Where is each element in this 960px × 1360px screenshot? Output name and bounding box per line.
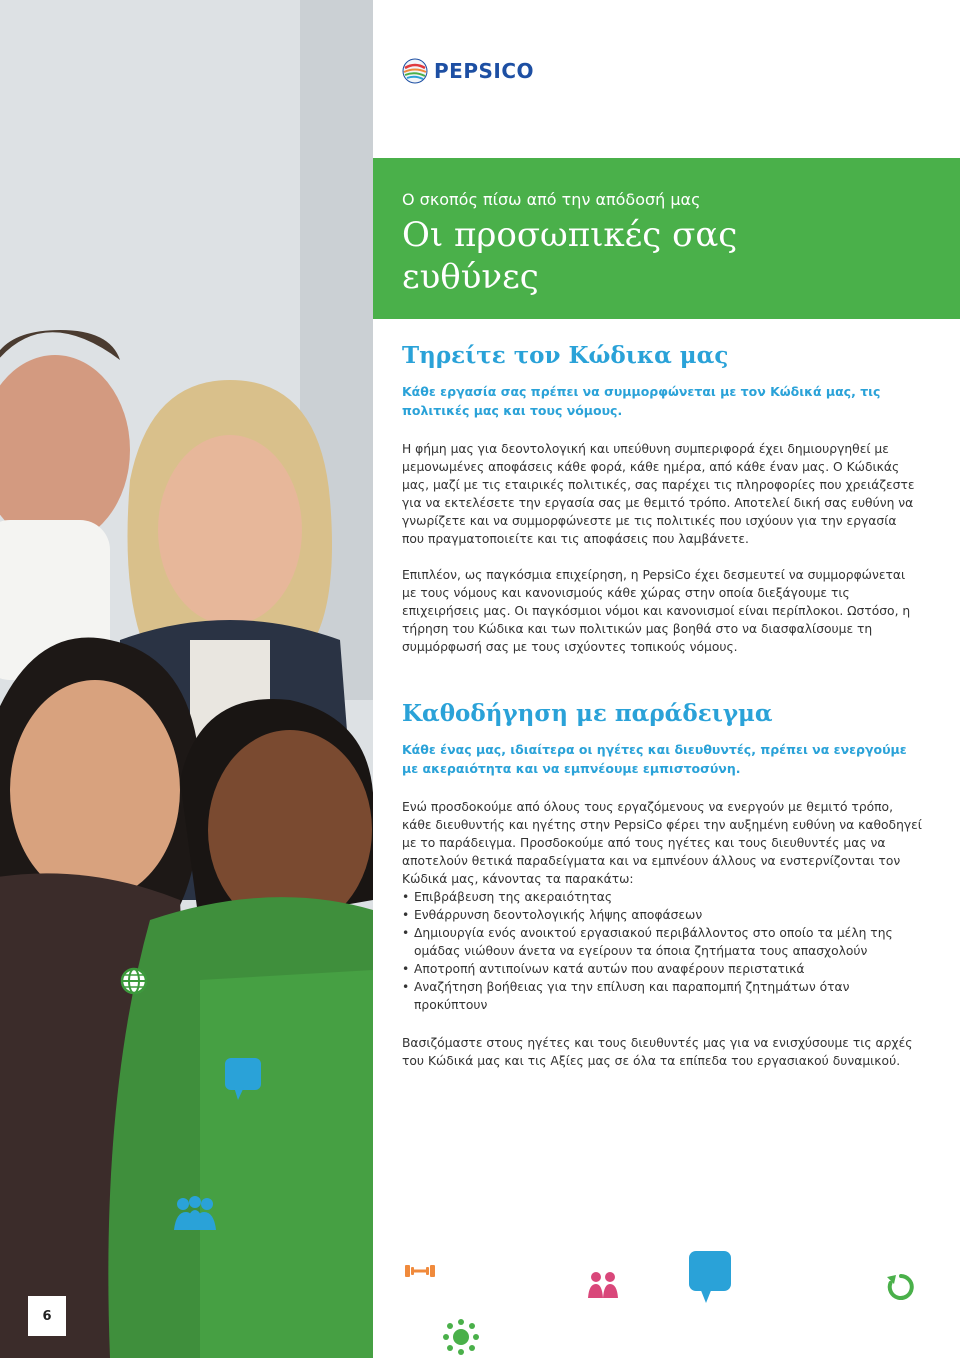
dumbbell-icon xyxy=(404,1263,436,1283)
section-paragraph: Ενώ προσδοκούμε από όλους τους εργαζόμενους να ενεργούν με θεμιτό τρόπο, κάθε διευθυντής και ηγέτης στην PepsiCo φέρει την αυξημένη ευθύνη να καθοδηγεί με το παράδειγμα. Προσδοκούμε από τους ηγέτες και τους διευθυντές μας να αποτελούν θετικά παραδείγματα και να εμπνέουν άλλους να ενστερνίζονται τον Κώδικά μας, κάνοντας τα παρακάτω: xyxy=(402,800,922,886)
people-group-icon xyxy=(172,1196,218,1238)
people-photo xyxy=(0,0,373,1358)
page-number: 6 xyxy=(42,1308,52,1324)
pepsico-globe-icon xyxy=(402,58,428,84)
list-item: • Αναζήτηση βοήθειας για την επίλυση και παραπομπή ζητημάτων όταν προκύπτουν xyxy=(402,978,922,1014)
banner-kicker: Ο σκοπός πίσω από την απόδοσή μας xyxy=(402,190,701,209)
page-number-tab xyxy=(28,1296,66,1336)
people-pair-icon xyxy=(586,1270,620,1304)
speech-bubble-icon xyxy=(688,1250,732,1308)
section-keep-code xyxy=(402,342,922,656)
people-photo-illustration xyxy=(0,0,373,1358)
section-lead: Κάθε εργασία σας πρέπει να συμμορφώνεται με τον Κώδικά μας, τις πολιτικές μας και τους νόμους. xyxy=(402,384,881,418)
bullet-list xyxy=(402,888,922,1014)
brand-name: PEPSICO xyxy=(434,59,535,83)
section-heading: Καθοδήγηση με παράδειγμα xyxy=(402,700,773,727)
section-paragraph: Βασιζόμαστε στους ηγέτες και τους διευθυντές μας για να ενισχύσουμε τις αρχές του Κώδικά μας και τις Αξίες μας σε όλα τα επίπεδα του εργασιακού δυναμικού. xyxy=(402,1036,913,1068)
banner-title: Οι προσωπικές σας ευθύνες xyxy=(402,215,738,297)
globe-icon xyxy=(118,965,150,1001)
list-item: • Αποτροπή αντιποίνων κατά αυτών που αναφέρουν περιστατικά xyxy=(402,960,922,978)
pepsico-logo xyxy=(402,58,534,84)
list-item: • Ενθάρρυνση δεοντολογικής λήψης αποφάσεων xyxy=(402,906,922,924)
sun-icon xyxy=(442,1318,480,1360)
speech-bubble-icon xyxy=(224,1057,262,1105)
section-paragraph: Επιπλέον, ως παγκόσμια επιχείρηση, η PepsiCo έχει δεσμευτεί να συμμορφώνεται με τους νόμους και κανονισμούς κάθε χώρας στην οποία διεξάγουμε τις επιχειρήσεις μας. Οι παγκόσμιοι νόμοι και κανονισμοί είναι περίπλοκοι. Ωστόσο, η τήρηση του Κώδικα και των πολιτικών μας βοηθά στο να διασφαλίσουμε τη συμμόρφωσή σας με τους ισχύοντες τοπικούς νόμους. xyxy=(402,568,911,654)
section-heading: Τηρείτε τον Κώδικα μας xyxy=(402,342,729,369)
list-item: • Επιβράβευση της ακεραιότητας xyxy=(402,888,922,906)
section-paragraph: Η φήμη μας για δεοντολογική και υπεύθυνη συμπεριφορά έχει δημιουργηθεί με μεμονωμένες αποφάσεις κάθε φορά, κάθε ημέρα, από κάθε έναν μας. Ο Κώδικάς μας, μαζί με τις εταιρικές πολιτικές, σας παρέχει τις πληροφορίες που χρειάζεστε για να εκτελέσετε την εργασία σας με θεμιτό τρόπο. Αποτελεί δική σας ευθύνη να γνωρίζετε και να συμμορφώνεστε με τις πολιτικές που ισχύουν για την εργασία που πραγματοποιείτε και τις αποφάσεις που λαμβάνετε. xyxy=(402,442,915,546)
refresh-icon xyxy=(886,1272,916,1306)
list-item: • Δημιουργία ενός ανοικτού εργασιακού περιβάλλοντος στο οποίο τα μέλη της ομάδας νιώθουν άνετα να εγείρουν τα όποια ζητήματα τους απασχολούν xyxy=(402,924,922,960)
section-lead-by-example xyxy=(402,700,922,1070)
section-lead: Κάθε ένας μας, ιδιαίτερα οι ηγέτες και διευθυντές, πρέπει να ενεργούμε με ακεραιότητα και να εμπνέουμε εμπιστοσύνη. xyxy=(402,742,907,776)
title-banner xyxy=(373,158,960,319)
